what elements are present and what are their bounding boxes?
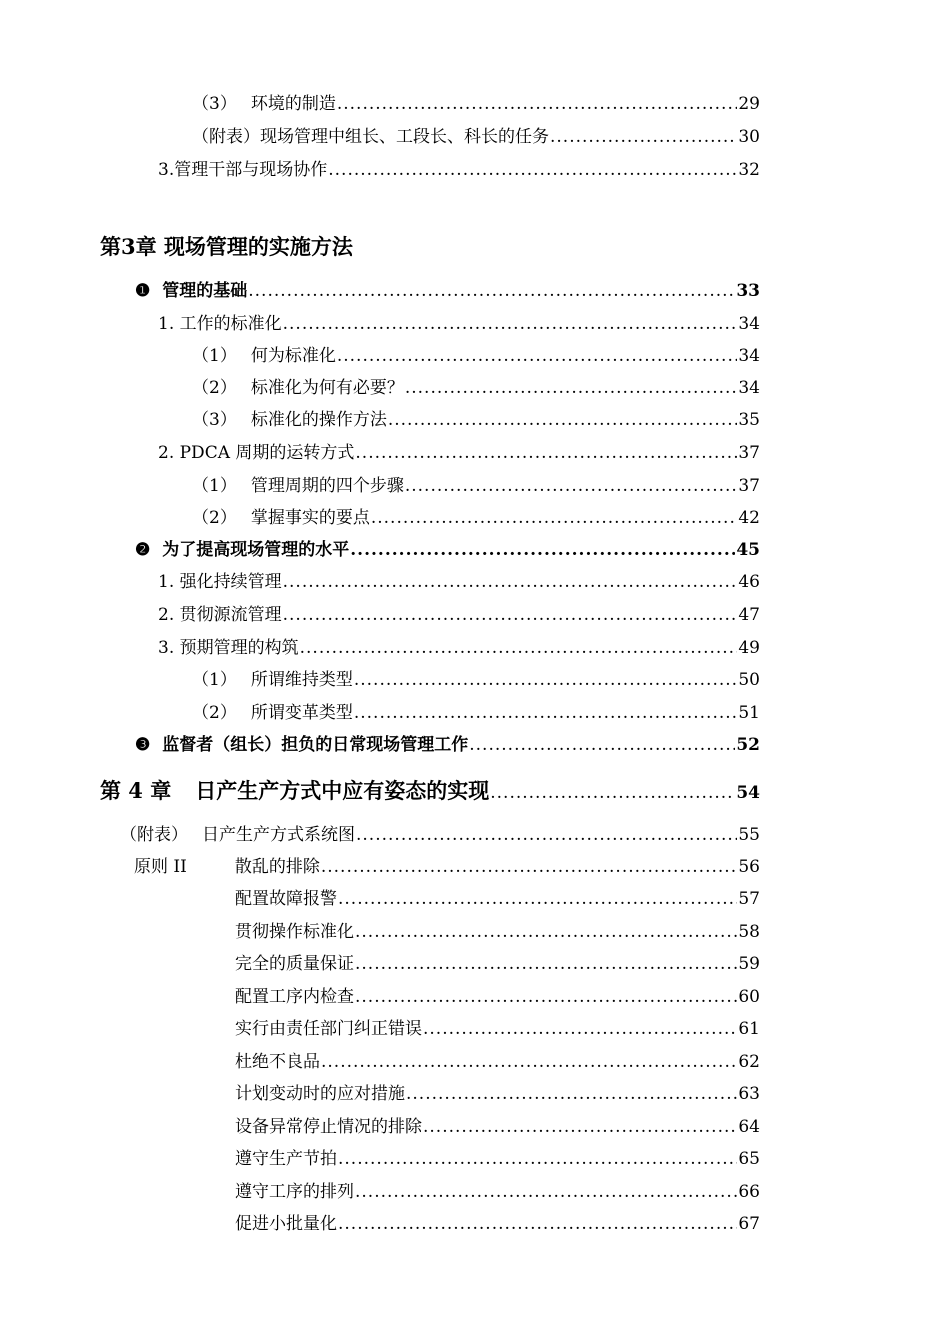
- toc-entry-label: [192, 474, 404, 498]
- toc-page-number: 64: [738, 1117, 760, 1137]
- toc-page-number: 60: [738, 987, 760, 1007]
- leader-dots: [355, 441, 737, 465]
- toc-entry: [235, 1050, 760, 1074]
- leader-dots: [405, 376, 738, 400]
- leader-dots: [328, 158, 737, 182]
- toc-entry: [134, 855, 760, 879]
- toc-entry-title: 散乱的排除: [234, 857, 320, 877]
- toc-page-number: 54: [736, 783, 760, 803]
- toc-entry-label: [135, 279, 247, 303]
- leader-dots: [423, 1115, 737, 1139]
- toc-entry-title: 2. 贯彻源流管理: [158, 605, 282, 625]
- toc-entry-number: （1）: [192, 476, 237, 496]
- toc-entry-title: 计划变动时的应对措施: [235, 1084, 405, 1104]
- toc-entry-title: 3. 预期管理的构筑: [158, 638, 299, 658]
- toc-page-number: 67: [738, 1214, 760, 1234]
- leader-dots: [355, 952, 737, 976]
- toc-entry-title: 遵守工序的排列: [235, 1182, 354, 1202]
- toc-entry: [192, 668, 760, 692]
- leader-dots: [338, 1212, 737, 1236]
- toc-entry: [192, 408, 760, 432]
- toc-page-number: 61: [738, 1019, 760, 1039]
- toc-entry-title: 管理的基础: [162, 281, 248, 301]
- toc-page-number: 47: [738, 605, 760, 625]
- toc-entry: [158, 158, 760, 182]
- leader-dots: [283, 570, 738, 594]
- toc-entry: [120, 823, 760, 847]
- toc-entry-title: 标准化为何有必要？: [250, 378, 404, 398]
- toc-entry-title: 环境的制造: [250, 94, 336, 114]
- leader-dots: [355, 920, 737, 944]
- circled-number-icon: ❶: [135, 281, 151, 301]
- toc-entry-label: [192, 506, 370, 530]
- toc-page-number: 34: [738, 346, 760, 366]
- toc-entry: [235, 1082, 760, 1106]
- toc-entry-title: 标准化的操作方法: [250, 410, 387, 430]
- toc-entry-title: 配置工序内检查: [235, 987, 354, 1007]
- toc-entry: [192, 701, 760, 725]
- toc-entry: [192, 125, 760, 149]
- toc-entry: [158, 312, 760, 336]
- toc-page-number: 42: [738, 508, 760, 528]
- toc-entry-title: 1. 强化持续管理: [158, 572, 282, 592]
- toc-entry: [235, 1212, 760, 1236]
- toc-entry-label: [192, 376, 404, 400]
- toc-entry: [235, 1017, 760, 1041]
- toc-section: [135, 538, 760, 562]
- toc-entry-number: （2）: [192, 378, 237, 398]
- toc-page-number: 62: [738, 1052, 760, 1072]
- toc-entry: [192, 92, 760, 116]
- chapter-heading: 第3章 现场管理的实施方法: [100, 234, 353, 259]
- toc-entry: [235, 1147, 760, 1171]
- toc-entry-title: 完全的质量保证: [235, 954, 354, 974]
- leader-dots: [550, 125, 737, 149]
- toc-entry: [235, 920, 760, 944]
- leader-dots: [388, 408, 738, 432]
- toc-page-number: 55: [738, 825, 760, 845]
- leader-dots: [283, 312, 738, 336]
- toc-entry-label: [192, 92, 336, 116]
- toc-entry-title: 为了提高现场管理的水平: [162, 540, 350, 560]
- toc-page-number: 50: [738, 670, 760, 690]
- toc-entry-title: 配置故障报警: [235, 889, 337, 909]
- toc-entry: [192, 474, 760, 498]
- toc-page-number: 34: [738, 314, 760, 334]
- toc-entry-label: [192, 344, 336, 368]
- leader-dots: [283, 603, 738, 627]
- leader-dots: [406, 1082, 737, 1106]
- leader-dots: [354, 668, 738, 692]
- toc-page-number: 59: [738, 954, 760, 974]
- toc-entry: [235, 985, 760, 1009]
- toc-entry-number: （1）: [192, 670, 237, 690]
- toc-entry-title: 所谓变革类型: [250, 703, 353, 723]
- toc-page-number: 56: [738, 857, 760, 877]
- toc-entry-label: [192, 668, 353, 692]
- toc-entry-title: 日产生产方式系统图: [202, 825, 355, 845]
- leader-dots: [354, 701, 738, 725]
- toc-entry: [192, 376, 760, 400]
- toc-entry-number: （3）: [192, 410, 237, 430]
- toc-entry-title: 贯彻操作标准化: [235, 922, 354, 942]
- toc-entry-number: （3）: [192, 94, 237, 114]
- toc-page-number: 37: [738, 476, 760, 496]
- circled-number-icon: ❷: [135, 540, 151, 560]
- toc-entry-title: 2. PDCA 周期的运转方式: [158, 443, 355, 463]
- toc-page-number: 29: [738, 94, 760, 114]
- toc-entry: [158, 603, 760, 627]
- leader-dots: [321, 855, 738, 879]
- leader-dots: [321, 1050, 737, 1074]
- toc-entry-title: 所谓维持类型: [250, 670, 353, 690]
- leader-dots: [337, 92, 738, 116]
- leader-dots: [248, 279, 735, 303]
- toc-entry-number: 原则 II: [134, 857, 187, 877]
- toc-page-number: 45: [736, 540, 760, 560]
- leader-dots: [356, 823, 737, 847]
- toc-entry: [235, 887, 760, 911]
- circled-number-icon: ❸: [135, 735, 151, 755]
- toc-entry-label: [120, 823, 355, 847]
- toc-page-number: 32: [738, 160, 760, 180]
- toc-entry-number: （2）: [192, 508, 237, 528]
- toc-page-number: 57: [738, 889, 760, 909]
- toc-page-number: 65: [738, 1149, 760, 1169]
- toc-entry-title: 掌握事实的要点: [250, 508, 370, 528]
- toc-entry-title: 实行由责任部门纠正错误: [235, 1019, 422, 1039]
- toc-entry: [235, 1115, 760, 1139]
- chapter-number: 第 4 章: [100, 778, 172, 803]
- toc-entry-title: 监督者（组长）担负的日常现场管理工作: [162, 735, 469, 755]
- toc-entry-title: 杜绝不良品: [235, 1052, 320, 1072]
- toc-page-number: 52: [736, 735, 760, 755]
- toc-page-number: 63: [738, 1084, 760, 1104]
- toc-page-number: 35: [738, 410, 760, 430]
- toc-page-number: 49: [738, 638, 760, 658]
- leader-dots: [338, 1147, 737, 1171]
- toc-entry-label: [134, 855, 320, 879]
- toc-entry-label: [192, 701, 353, 725]
- toc-entry: [235, 952, 760, 976]
- toc-entry-title: 设备异常停止情况的排除: [235, 1117, 422, 1137]
- toc-page-number: 34: [738, 378, 760, 398]
- leader-dots: [355, 985, 737, 1009]
- toc-entry: [158, 636, 760, 660]
- toc-page-number: 30: [738, 127, 760, 147]
- toc-entry: [235, 1180, 760, 1204]
- toc-page-number: 51: [738, 703, 760, 723]
- toc-entry-title: 促进小批量化: [235, 1214, 337, 1234]
- toc-entry-title: 何为标准化: [250, 346, 336, 366]
- leader-dots: [350, 538, 735, 562]
- toc-page-number: 66: [738, 1182, 760, 1202]
- leader-dots: [423, 1017, 737, 1041]
- leader-dots: [405, 474, 738, 498]
- toc-section: [135, 733, 760, 757]
- toc-entry-number: （1）: [192, 346, 237, 366]
- toc-entry-number: （附表）: [120, 825, 188, 845]
- toc-entry-label: [135, 733, 468, 757]
- toc-page-number: 33: [736, 281, 760, 301]
- leader-dots: [469, 733, 735, 757]
- leader-dots: [300, 636, 738, 660]
- leader-dots: [355, 1180, 737, 1204]
- toc-page-number: 37: [738, 443, 760, 463]
- toc-entry: [192, 506, 760, 530]
- toc-entry: [158, 441, 760, 465]
- leader-dots: [338, 887, 737, 911]
- toc-entry-label: [100, 777, 489, 805]
- toc-page-number: 46: [738, 572, 760, 592]
- toc-entry-number: （2）: [192, 703, 237, 723]
- leader-dots: [337, 344, 738, 368]
- toc-section: [135, 279, 760, 303]
- toc-entry-title: （附表）现场管理中组长、工段长、科长的任务: [192, 127, 549, 147]
- toc-page-number: 58: [738, 922, 760, 942]
- toc-entry-title: 1. 工作的标准化: [158, 314, 282, 334]
- toc-entry-label: [192, 408, 387, 432]
- leader-dots: [371, 506, 738, 530]
- toc-entry-title: 管理周期的四个步骤: [250, 476, 404, 496]
- toc-entry-label: [135, 538, 349, 562]
- leader-dots: [490, 779, 735, 807]
- chapter-heading: [100, 777, 760, 805]
- toc-entry: [158, 570, 760, 594]
- toc-entry: [192, 344, 760, 368]
- toc-entry-title: 遵守生产节拍: [235, 1149, 337, 1169]
- toc-entry-title: 3.管理干部与现场协作: [158, 160, 328, 180]
- chapter-title: 日产生产方式中应有姿态的实现: [195, 778, 490, 803]
